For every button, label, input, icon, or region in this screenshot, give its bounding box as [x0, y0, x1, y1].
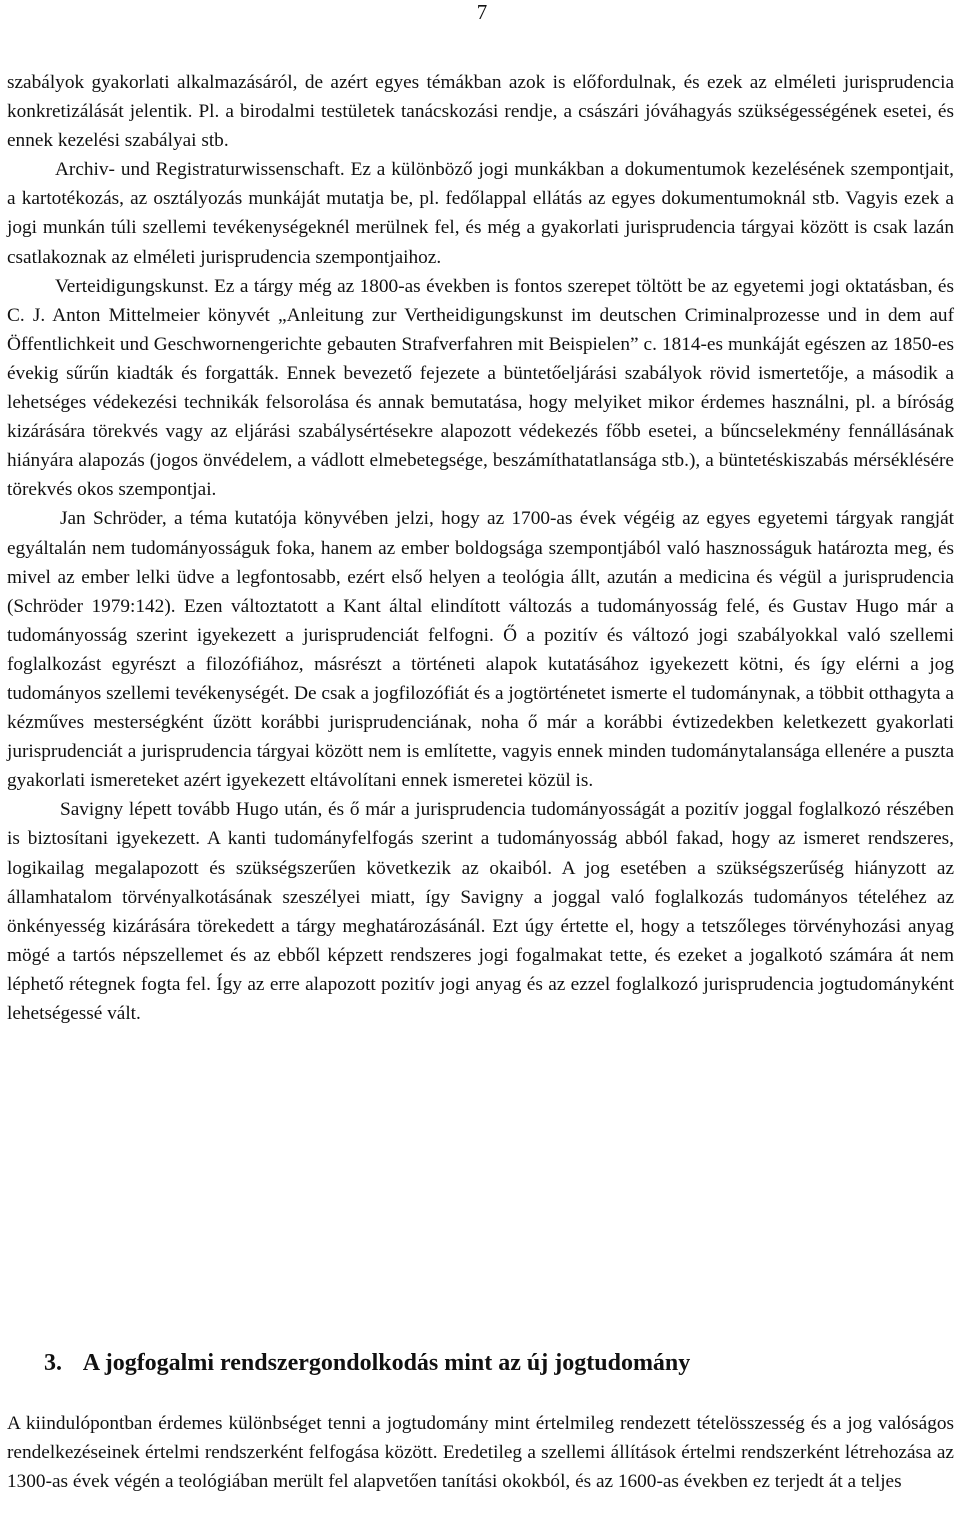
section-number: 3. — [44, 1350, 62, 1376]
paragraph-verteidigung: Verteidigungskunst. Ez a tárgy még az 1800-as években is fontos szerepet töltött be az egyetemi jogi oktatásban, és C. J. Anton Mittelmeier könyvét „Anleitung zur Vertheidigungskunst im deutschen Criminalprozesse und in dem auf Öffentlichkeit und Geschwornengerichte gebauten Strafverfahren mit Beispielen” c. 1814-es munkáját egészen az 1850-es évekig sűrűn kiadták és forgatták. Ennek bevezető fejezete a büntetőeljárási szabályok rövid ismertetője, a második a lehetséges védekezési technikák felsorolása és annak bemutatása, hogy melyiket mikor érdemes használni, pl. a bíróság kizárására törekvés vagy az eljárási szabálysértésekre alapozott védekezés főbb esetei, a bűncselekmény fennállásának hiányára alapozás (jogos önvédelem, a vádlott elmebetegsége, beszámíthatatlansága stb.), a büntetéskiszabás mérséklésére törekvés okos szempontjai. — [7, 275, 954, 501]
page-number: 7 — [476, 0, 488, 24]
paragraph-section-intro: A kiindulópontban érdemes különbséget tenni a jogtudomány mint értelmileg rendezett tételösszesség és a jog valóságos rendelkezéseinek értelmi rendszerként felfogása között. Eredetileg a szellemi állítások értelmi rendszerként létrehozása az 1300-as évek végén a teológiában merült fel alapvetően tanítási okokból, és az 1600-as években ez terjedt át a teljes — [7, 1413, 954, 1493]
paragraph-archiv: Archiv- und Registraturwissenschaft. Ez a különböző jogi munkákban a dokumentumok kezelésének szempontjait, a kartotékozás, az osztályozás munkáját mutatja be, pl. fedőlappal ellátás az egyes dokumentumoknál stb. Vagyis ezek a jogi munkán túli szellemi tevékenységeknél merülnek fel, és még a gyakorlati jurisprudencia tárgyai között is csak lazán csatlakoznak az elméleti jurisprudencia szempontjaihoz. — [7, 159, 954, 268]
paragraph-schroeder: Jan Schröder, a téma kutatója könyvében jelzi, hogy az 1700-as évek végéig az egyes egyetemi tárgyak rangját egyáltalán nem tudományosságuk foka, hanem az ember boldogsága szempontjából való hasznosságuk határozta meg, és mivel az ember lelki üdve a legfontosabb, ezért első helyen a teológia állt, azután a medicina és végül a jurisprudencia (Schröder 1979:142). Ezen változtatott a Kant által elindított változás a tudományosság felé, és Gustav Hugo már a tudományosság szerint igyekezett a jurisprudenciát felfogni. Ő a pozitív és változó jogi szabályokkal való szellemi foglalkozást egyrészt a filozófiához, másrészt a történeti alapok kutatásához igyekezett kötni, és így elérni a jog tudományos szellemi tevékenységét. De csak a jogfilozófiát és a jogtörténetet ismerte el tudománynak, a többit otthagyta a kézműves mesterségként űzött korábbi jurisprudenciának, noha ő már a korábbi évtizedekben keletkezett gyakorlati jurisprudenciát a jurisprudencia tárgyai között nem is említette, vagyis ennek minden tudománytalansága ellenére a puszta gyakorlati ismereteket azért igyekezett eltávolítani ennek ismeretei közül is. — [7, 508, 954, 792]
section-title: A jogfogalmi rendszergondolkodás mint az új jogtudomány — [82, 1350, 691, 1376]
section-heading — [44, 1346, 954, 1380]
body-text-lower — [7, 1409, 954, 1496]
paragraph-savigny: Savigny lépett tovább Hugo után, és ő már a jurisprudencia tudományosságát a pozitív joggal foglalkozó részében is biztosítani igyekezett. A kanti tudományfelfogás szerint a tudományosság abból fakad, hogy az ismeret rendszeres, logikailag megalapozott és szükségszerűen következik az okaiból. A jog esetében a szükségszerűség hiányzott az államhatalom törvényalkotásának szeszélyei miatt, így Savigny a joggal való foglalkozás tudományos tételéhez az önkényesség kizárására törekedett a tárgy meghatározásánál. Ezt úgy értette el, hogy a tetszőleges törvényhozási anyag mögé a tartós népszellemet és az ebből képzett rendszeres jogi fogalmakat tette, és ezeket a jogalkotó számára át nem léphető rétegnek fogta fel. Így az erre alapozott pozitív jogi anyag és az ezzel foglalkozó jurisprudencia jogtudományként lehetségessé vált. — [7, 799, 954, 1024]
body-text-upper — [7, 68, 954, 1028]
paragraph-intro: szabályok gyakorlati alkalmazásáról, de azért egyes témákban azok is előfordulnak, és ezek az elméleti jurisprudencia konkretizálását jelentik. Pl. a birodalmi testületek tanácskozási rendje, a császári jóváhagyás szükségességének esetei, és ennek kezelési szabályai stb. — [7, 72, 954, 152]
